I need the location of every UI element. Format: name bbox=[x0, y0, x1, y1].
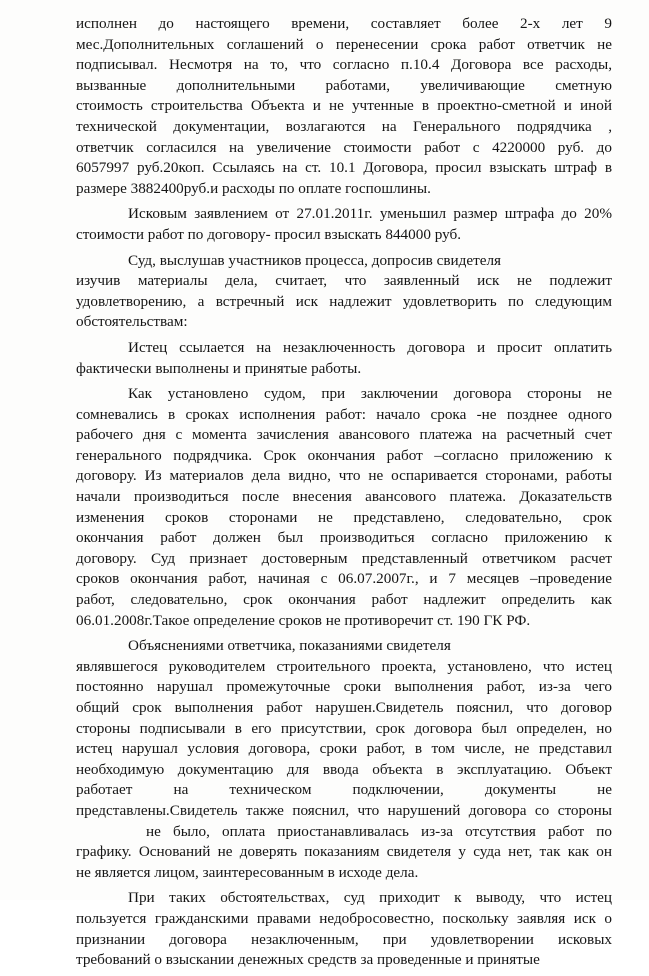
text-line: работ, следовательно, срок окончания работ надлежит определить как bbox=[76, 591, 612, 609]
paragraph bbox=[76, 636, 612, 883]
text-line: требований о взыскании денежных средств за проведенные и принятые bbox=[76, 951, 540, 969]
text-line: стоимость строительства Объекта и не учтенные в проектно-сметной и иной bbox=[76, 97, 612, 115]
paragraph bbox=[76, 888, 612, 970]
text-line: договору. Из материалов дела видно, что не оспаривается сторонами, работы bbox=[76, 467, 612, 485]
text-line: 6057997 руб.20коп. Ссылаясь на ст. 10.1 Договора, просил взыскать штраф в bbox=[76, 159, 612, 177]
text-line: Суд, выслушав участников процесса, допросив свидетеля bbox=[128, 251, 502, 269]
text-line: договору. Суд признает достоверным представленный ответчиком расчет bbox=[76, 549, 612, 567]
paragraph bbox=[76, 14, 612, 199]
text-line: технической документации, возлагаются на Генерального подрядчика , bbox=[76, 117, 612, 135]
text-line: При таких обстоятельствах, суд приходит к выводу, что истец bbox=[128, 889, 612, 907]
text-line: обстоятельствам: bbox=[76, 313, 188, 331]
text-line: представлены.Свидетель также пояснил, что нарушений договора со стороны bbox=[76, 801, 612, 819]
text-line: мес.Дополнительных соглашений о перенесении срока работ ответчик не bbox=[76, 35, 612, 53]
text-line: исполнен до настоящего времени, составляет более 2-х лет 9 bbox=[76, 15, 612, 32]
text-line: Объяснениями ответчика, показаниями свидетеля bbox=[128, 637, 451, 655]
text-line: сроков окончания работ, начиная с 06.07.2007г., и 7 месяцев –проведение bbox=[76, 570, 612, 588]
document-body bbox=[76, 14, 612, 976]
text-line: удовлетворению, а встречный иск надлежит удовлетворить по следующим bbox=[76, 292, 612, 310]
text-line: графику. Оснований не доверять показаниям свидетеля у суда нет, так как он bbox=[76, 843, 612, 861]
text-line: размере 3882400руб.и расходы по оплате госпошлины. bbox=[76, 179, 431, 197]
text-line: генерального подрядчика. Срок окончания работ –согласно приложению к bbox=[76, 446, 612, 464]
text-line: работает на техническом подключении, документы не bbox=[76, 781, 612, 799]
text-line: стоимости работ по договору- просил взыскать 844000 руб. bbox=[76, 225, 462, 243]
text-line: стороны подписывали в его присутствии, срок договора был определен, но bbox=[76, 719, 612, 737]
text-line: ответчик согласился на увеличение стоимости работ с 4220000 руб. до bbox=[76, 138, 612, 156]
text-line: фактически выполнены и принятые работы. bbox=[76, 359, 362, 377]
text-line: окончания работ должен был производиться согласно приложению к bbox=[76, 529, 612, 547]
text-line: не было, оплата приостанавливалась из-за отсутствия работ по bbox=[146, 822, 612, 840]
text-line: необходимую документацию для ввода объекта в эксплуатацию. Объект bbox=[76, 760, 612, 778]
text-line: изучив материалы дела, считает, что заявленный иск не подлежит bbox=[76, 272, 612, 290]
paragraph bbox=[76, 384, 612, 631]
text-line: изменения сроков сторонами не представлено, следовательно, срок bbox=[76, 508, 612, 526]
text-line: 06.01.2008г.Такое определение сроков не противоречит ст. 190 ГК РФ. bbox=[76, 611, 531, 629]
paragraph bbox=[76, 204, 612, 245]
text-line: истец нарушал условия договора, сроки работ, в том числе, не представил bbox=[76, 740, 612, 758]
text-line: Как установлено судом, при заключении договора стороны не bbox=[128, 385, 612, 403]
paragraph bbox=[76, 338, 612, 379]
text-line: Исковым заявлением от 27.01.2011г. уменьшил размер штрафа до 20% bbox=[128, 205, 612, 223]
text-line: подписывал. Несмотря на то, что согласно п.10.4 Договора все расходы, bbox=[76, 56, 612, 74]
text-line: рабочего дня с момента зачисления авансового платежа на расчетный счет bbox=[76, 426, 612, 444]
text-line: являвшегося руководителем строительного проекта, установлено, что истец bbox=[76, 657, 612, 675]
text-line: пользуется гражданскими правами недобросовестно, поскольку заявляя иск о bbox=[76, 909, 612, 927]
text-line: вызванные дополнительными работами, увеличивающие сметную bbox=[76, 76, 612, 94]
text-line: признании договора незаключенным, при удовлетворении исковых bbox=[76, 930, 612, 948]
text-line: начали производиться после внесения авансового платежа. Доказательств bbox=[76, 488, 612, 506]
paragraph bbox=[76, 251, 612, 333]
text-line: сомневались в сроках исполнения работ: начало срока -не позднее одного bbox=[76, 405, 612, 423]
text-line: общий срок выполнения работ нарушен.Свидетель пояснил, что договор bbox=[76, 699, 612, 716]
text-line: Истец ссылается на незаключенность договора и просит оплатить bbox=[128, 338, 612, 356]
text-line: постоянно нарушал промежуточные сроки выполнения работ, из-за чего bbox=[76, 678, 612, 696]
text-line: не является лицом, заинтересованным в исходе дела. bbox=[76, 863, 419, 881]
